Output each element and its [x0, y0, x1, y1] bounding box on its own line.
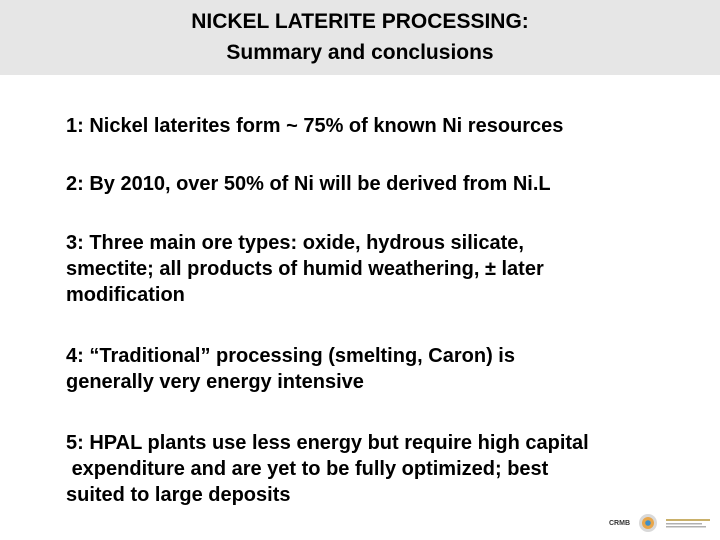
slide-title: NICKEL LATERITE PROCESSING:: [191, 10, 529, 33]
logo-wordmark-icon: [664, 513, 712, 533]
conclusion-point-3: 3: Three main ore types: oxide, hydrous silicate, smectite; all products of humid weathering, ± later modification: [66, 232, 544, 306]
conclusion-point-5: 5: HPAL plants use less energy but require high capital expenditure and are yet to be fully optimized; best suited to large deposits: [66, 432, 589, 506]
conclusion-point-4: 4: “Traditional” processing (smelting, Caron) is generally very energy intensive: [66, 345, 515, 393]
title-banner: [0, 0, 720, 75]
conclusion-point-2: 2: By 2010, over 50% of Ni will be derived from Ni.L: [66, 173, 551, 195]
conclusion-point-1: 1: Nickel laterites form ~ 75% of known Ni resources: [66, 115, 564, 137]
emblem-icon: [636, 512, 660, 534]
slide-subtitle: Summary and conclusions: [226, 41, 494, 64]
logo-text: CRMB: [609, 519, 630, 527]
organization-logo: [609, 511, 712, 535]
